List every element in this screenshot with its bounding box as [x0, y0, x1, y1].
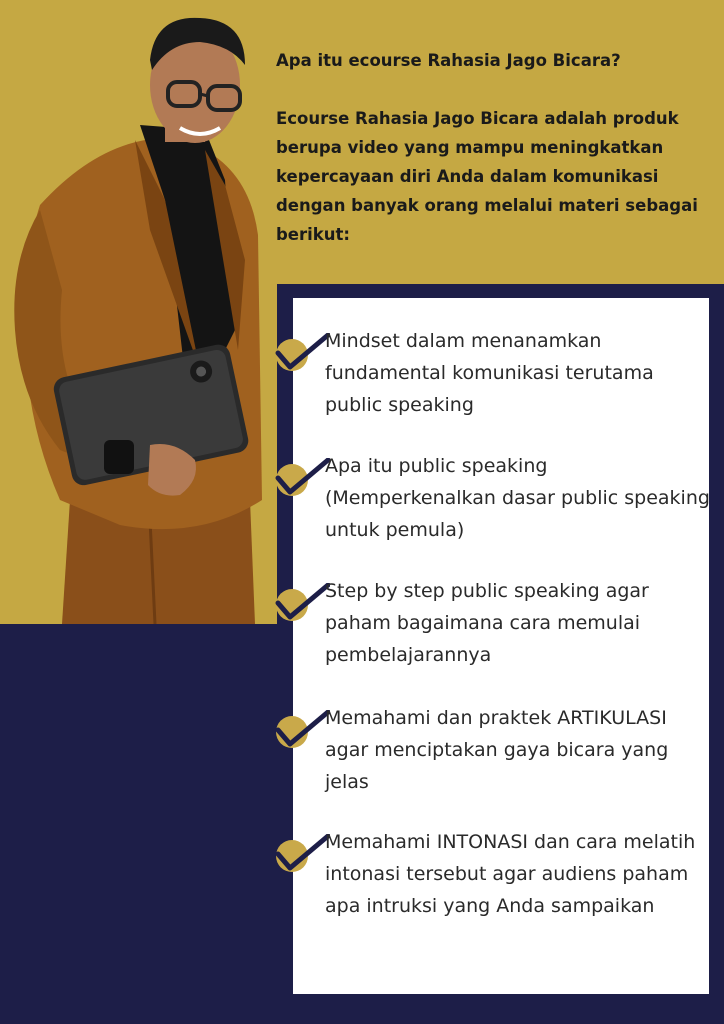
list-item-text: Step by step public speaking agar paham bagaimana cara memulai pembelajarannya	[325, 580, 649, 666]
list-item-text: Apa itu public speaking (Memperkenalkan dasar public speaking untuk pemula)	[325, 455, 710, 541]
checkmark-icon	[274, 458, 330, 498]
list-item-text: Mindset dalam menanamkan fundamental komunikasi terutama public speaking	[325, 330, 654, 416]
checkmark-icon	[274, 333, 330, 373]
intro-description: Ecourse Rahasia Jago Bicara adalah produk berupa video yang mampu meningkatkan kepercayaan diri Anda dalam komunikasi dengan banyak orang melalui materi sebagai berikut:	[276, 109, 698, 244]
checkmark-icon	[274, 710, 330, 750]
intro-question: Apa itu ecourse Rahasia Jago Bicara?	[276, 51, 621, 70]
intro-text	[276, 46, 706, 249]
checkmark-icon	[274, 583, 330, 623]
list-item-text: Memahami dan praktek ARTIKULASI agar menciptakan gaya bicara yang jelas	[325, 707, 669, 793]
man-with-tablet-image	[0, 0, 280, 624]
list-item-text: Memahami INTONASI dan cara melatih intonasi tersebut agar audiens paham apa intruksi yang Anda sampaikan	[325, 831, 696, 917]
checkmark-icon	[274, 834, 330, 874]
